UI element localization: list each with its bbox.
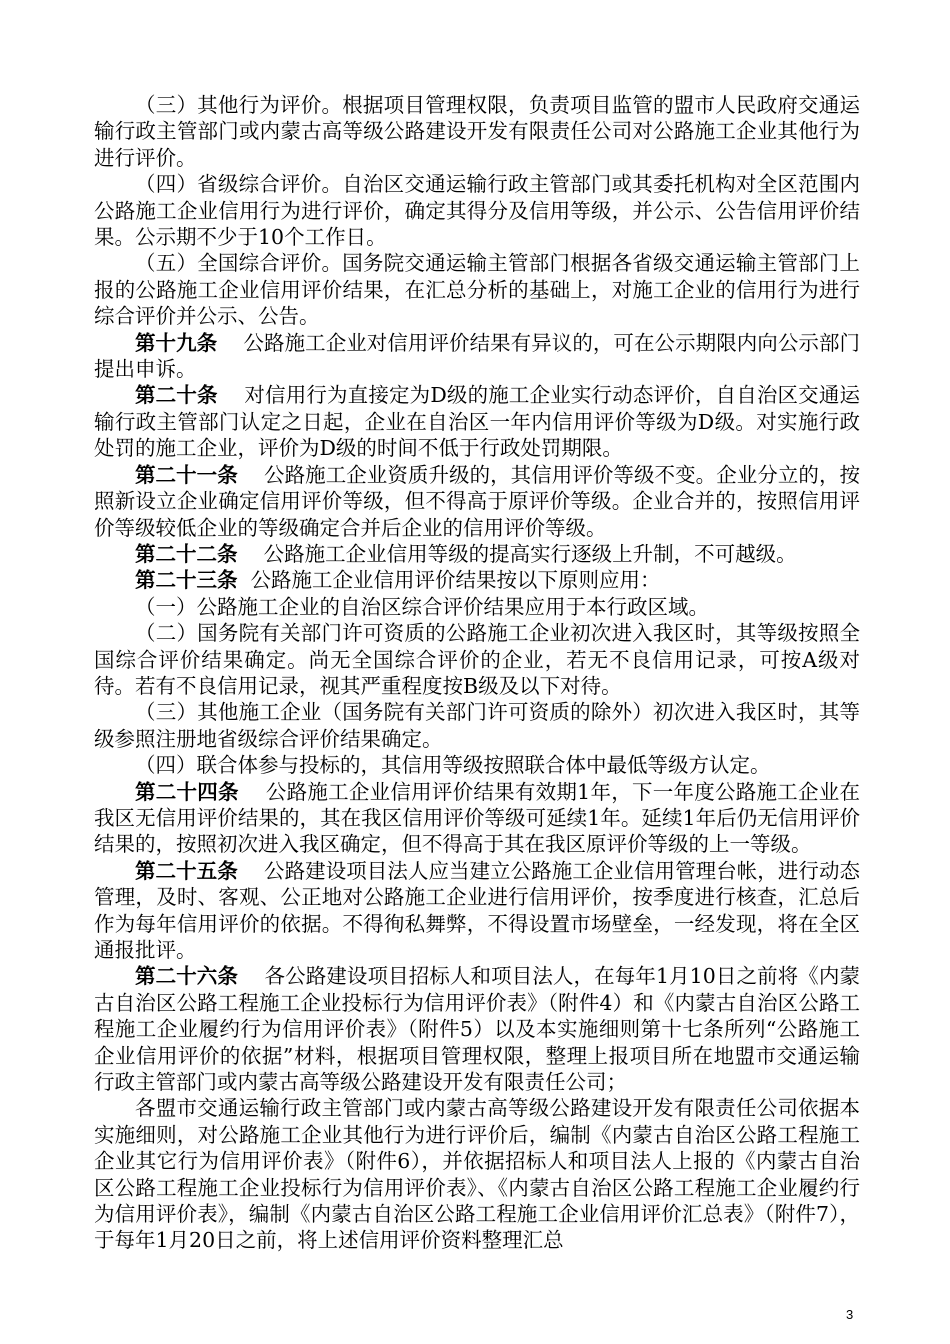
- article-text: 公路施工企业信用等级的提高实行逐级上升制，不可越级。: [263, 541, 797, 566]
- paragraph-item-1: [94, 594, 860, 620]
- paragraph-text: （四）省级综合评价。自治区交通运输行政主管部门或其委托机构对全区范围内公路施工企业信用行为进行评价，确定其得分及信用等级，并公示、公告信用评价结果。公示期不少于10个工作日。: [94, 172, 860, 250]
- article-heading: 第二十三条: [135, 568, 238, 593]
- paragraph-text: （三）其他行为评价。根据项目管理权限，负责项目监管的盟市人民政府交通运输行政主管部门或内蒙古高等级公路建设开发有限责任公司对公路施工企业其他行为进行评价。: [94, 93, 860, 170]
- paragraph-continuation: [94, 1095, 860, 1253]
- article-19: [94, 330, 860, 383]
- paragraph-text: 各盟市交通运输行政主管部门或内蒙古高等级公路建设开发有限责任公司依据本实施细则，对公路施工企业其他行为进行评价后，编制《内蒙古自治区公路工程施工企业其它行为信用评价表》（附件6），并依据招标人和项目法人上报的《内蒙古自治区公路工程施工企业投标行为信用评价表》、《内蒙古自治区公路工程施工企业履约行为信用评价表》，编制《内蒙古自治区公路工程施工企业信用评价汇总表》（附件7），于每年1月20日之前，将上述信用评价资料整理汇总: [94, 1096, 860, 1253]
- page-number: 3: [846, 1307, 854, 1322]
- article-heading: 第二十条: [135, 383, 218, 408]
- article-heading: 第二十五条: [135, 858, 238, 883]
- article-heading: 第二十六条: [135, 964, 239, 989]
- paragraph-item-5: [94, 250, 860, 329]
- article-text: 公路施工企业信用评价结果按以下原则应用：: [250, 568, 661, 593]
- article-25: [94, 858, 860, 964]
- article-text: 对信用行为直接定为D级的施工企业实行动态评价，自自治区交通运输行政主管部门认定之日起，企业在自治区一年内信用评价等级为D级。对实施行政处罚的施工企业，评价为D级的时间不低于行政处罚期限。: [94, 383, 860, 461]
- article-text: 公路施工企业资质升级的，其信用评价等级不变。企业分立的，按照新设立企业确定信用评价等级，但不得高于原评价等级。企业合并的，按照信用评价等级较低企业的等级确定合并后企业的信用评价等级。: [94, 462, 860, 540]
- article-heading: 第十九条: [135, 330, 218, 355]
- article-text: 公路施工企业信用评价结果有效期1年，下一年度公路施工企业在我区无信用评价结果的，其在我区信用评价等级可延续1年。延续1年后仍无信用评价结果的，按照初次进入我区确定，但不得高于其在我区原评价等级的上一等级。: [94, 779, 861, 857]
- article-text: 公路施工企业对信用评价结果有异议的，可在公示期限内向公示部门提出申诉。: [94, 330, 861, 382]
- paragraph-text: （二）国务院有关部门许可资质的公路施工企业初次进入我区时，其等级按照全国综合评价结果确定。尚无全国综合评价的企业，若无不良信用记录，可按A级对待。若有不良信用记录，视其严重程度按B级及以下对待。: [94, 621, 860, 698]
- article-26: [94, 963, 860, 1095]
- article-22: [94, 541, 860, 567]
- paragraph-item-4b: [94, 752, 860, 778]
- article-heading: 第二十一条: [135, 462, 238, 487]
- document-body: [94, 92, 860, 1254]
- article-text: 公路建设项目法人应当建立公路施工企业信用管理台帐，进行动态管理，及时、客观、公正地对公路施工企业进行信用评价，按季度进行核查，汇总后作为每年信用评价的依据。不得徇私舞弊，不得设置市场壁垒，一经发现，将在全区通报批评。: [94, 858, 860, 962]
- article-24: [94, 779, 860, 858]
- paragraph-text: （三）其他施工企业（国务院有关部门许可资质的除外）初次进入我区时，其等级参照注册地省级综合评价结果确定。: [94, 700, 860, 751]
- paragraph-item-3: [94, 92, 860, 171]
- article-heading: 第二十二条: [135, 541, 238, 566]
- paragraph-item-4: [94, 171, 860, 250]
- article-text: 各公路建设项目招标人和项目法人，在每年1月10日之前将《内蒙古自治区公路工程施工企业投标行为信用评价表》（附件4）和《内蒙古自治区公路工程施工企业履约行为信用评价表》（附件5）以及本实施细则第十七条所列“公路施工企业信用评价的依据”材料，根据项目管理权限，整理上报项目所在地盟市交通运输行政主管部门或内蒙古高等级公路建设开发有限责任公司；: [94, 964, 860, 1095]
- article-21: [94, 462, 860, 541]
- article-20: [94, 382, 860, 461]
- paragraph-text: （四）联合体参与投标的，其信用等级按照联合体中最低等级方认定。: [135, 753, 771, 778]
- paragraph-item-3b: [94, 699, 860, 752]
- article-heading: 第二十四条: [135, 779, 239, 804]
- paragraph-item-2: [94, 620, 860, 699]
- paragraph-text: （五）全国综合评价。国务院交通运输主管部门根据各省级交通运输主管部门上报的公路施工企业信用评价结果，在汇总分析的基础上，对施工企业的信用行为进行综合评价并公示、公告。: [94, 251, 860, 329]
- article-23: [94, 567, 860, 593]
- paragraph-text: （一）公路施工企业的自治区综合评价结果应用于本行政区域。: [135, 594, 709, 619]
